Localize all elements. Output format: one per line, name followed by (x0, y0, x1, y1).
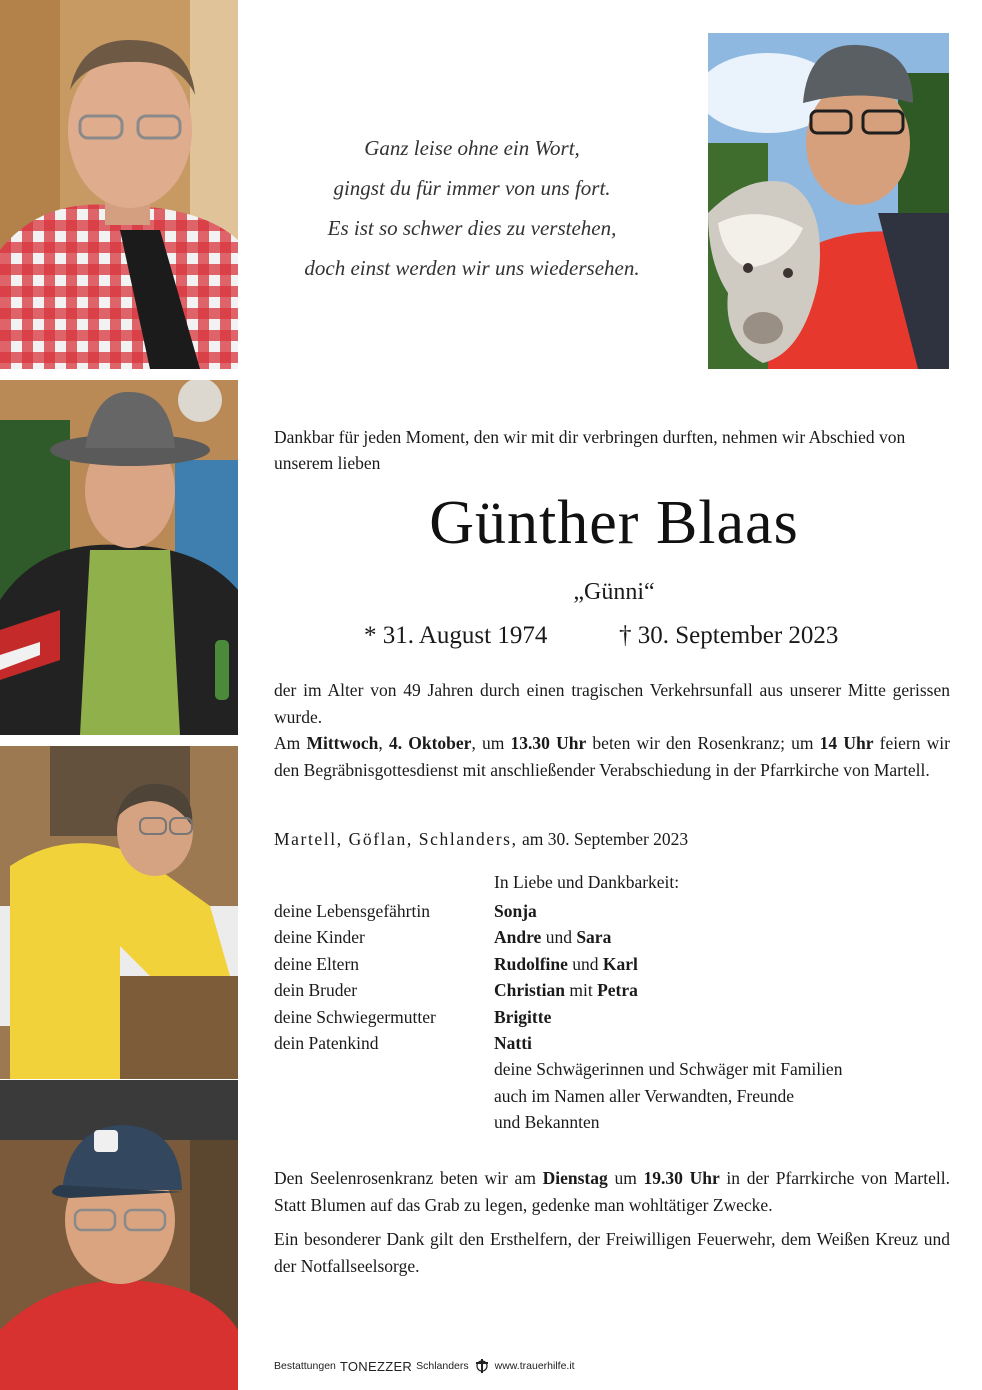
death-date: † 30. September 2023 (619, 622, 839, 649)
family-row (274, 977, 954, 1003)
rosary-weekday: Dienstag (542, 1168, 608, 1188)
nickname: „Günni“ (573, 579, 655, 605)
closing-text (274, 1165, 950, 1287)
relation: deine Kinder (274, 927, 365, 948)
relative-names: Rudolfine und Karl (494, 953, 638, 974)
rosary-day: Mittwoch (306, 733, 379, 753)
funeral-home-footer (274, 1357, 575, 1375)
relation: dein Bruder (274, 980, 358, 1001)
photo-red-checked-shirt (0, 0, 238, 369)
cross-logo-icon (473, 1358, 491, 1374)
circumstance-text: der im Alter von 49 Jahren durch einen tragischen Verkehrsunfall aus unserer Mitte gerissen wurde. (274, 680, 950, 727)
relative-names: Christian mit Petra (494, 980, 638, 1001)
relation: deine Schwiegermutter (274, 1006, 436, 1027)
relative-names: Andre und Sara (494, 927, 612, 948)
family-extra-line: und Bekannten (494, 1112, 600, 1133)
family-row (274, 1004, 954, 1030)
relation: deine Lebensgefährtin (274, 901, 430, 921)
service-date: 4. Oktober (388, 733, 472, 753)
rosary-notice: Den Seelenrosenkranz beten wir am Dienstag um 19.30 Uhr in der Pfarrkirche von Martell. Statt Blumen auf das Grab zu legen, gedenke man wohltätiger Zwecke. (274, 1168, 950, 1215)
photo-hat-track-jacket (0, 380, 238, 735)
gratitude-notice: Ein besonderer Dank gilt den Ersthelfern, der Freiwilligen Feuerwehr, dem Weißen Kreuz und der Notfallseelsorge. (274, 1229, 950, 1276)
poem-line: gingst du für immer von uns fort. (333, 176, 611, 200)
place-date (274, 826, 954, 852)
relative-names: Natti (494, 1032, 532, 1053)
photo-yellow-shirt (0, 746, 238, 1079)
thanks-line: In Liebe und Dankbarkeit: (494, 872, 680, 892)
relation: deine Eltern (274, 953, 360, 974)
mass-time: 14 Uhr (819, 733, 874, 753)
footer-town: Schlanders (416, 1360, 469, 1372)
place-towns: Martell, Göflan, Schlanders, (274, 829, 518, 849)
footer-prefix: Bestattungen (274, 1360, 336, 1372)
poem (262, 128, 682, 288)
funeral-home-name: TONEZZER (339, 1358, 413, 1374)
birth-date: * 31. August 1974 (364, 622, 548, 649)
footer-url: www.trauerhilfe.it (494, 1360, 575, 1372)
rosary-evening-time: 19.30 Uhr (643, 1168, 720, 1188)
poem-line: Es ist so schwer dies zu verstehen, (327, 216, 617, 240)
photo-cap-red-shirt (0, 1080, 238, 1390)
poem-line: doch einst werden wir uns wiedersehen. (304, 256, 640, 280)
photo-with-goat (708, 33, 949, 369)
service-text: Am Mittwoch, 4. Oktober, um 13.30 Uhr beten wir den Rosenkranz; um 14 Uhr feiern wir den Begräbnisgottesdienst mit anschließender Verabschiedung in der Pfarrkirche von Martell. (274, 733, 950, 780)
family-row (274, 951, 954, 977)
family-list (274, 898, 954, 1136)
family-row (274, 898, 954, 924)
relation: dein Patenkind (274, 1032, 379, 1053)
family-row (274, 1030, 954, 1056)
deceased-name: Günther Blaas (429, 489, 799, 557)
intro-text: Dankbar für jeden Moment, den wir mit dir verbringen durften, nehmen wir Abschied von unserem lieben (274, 427, 906, 473)
relative-names: Sonja (494, 901, 537, 921)
relative-names: Brigitte (494, 1006, 552, 1027)
poem-line: Ganz leise ohne ein Wort, (364, 136, 580, 160)
family-extra-line: deine Schwägerinnen und Schwäger mit Familien (494, 1059, 843, 1080)
family-extra-line: auch im Namen aller Verwandten, Freunde (494, 1085, 794, 1106)
place-date-text: am 30. September 2023 (517, 829, 689, 849)
family-row (274, 924, 954, 950)
rosary-time: 13.30 Uhr (510, 733, 587, 753)
announcement-text (274, 677, 950, 783)
